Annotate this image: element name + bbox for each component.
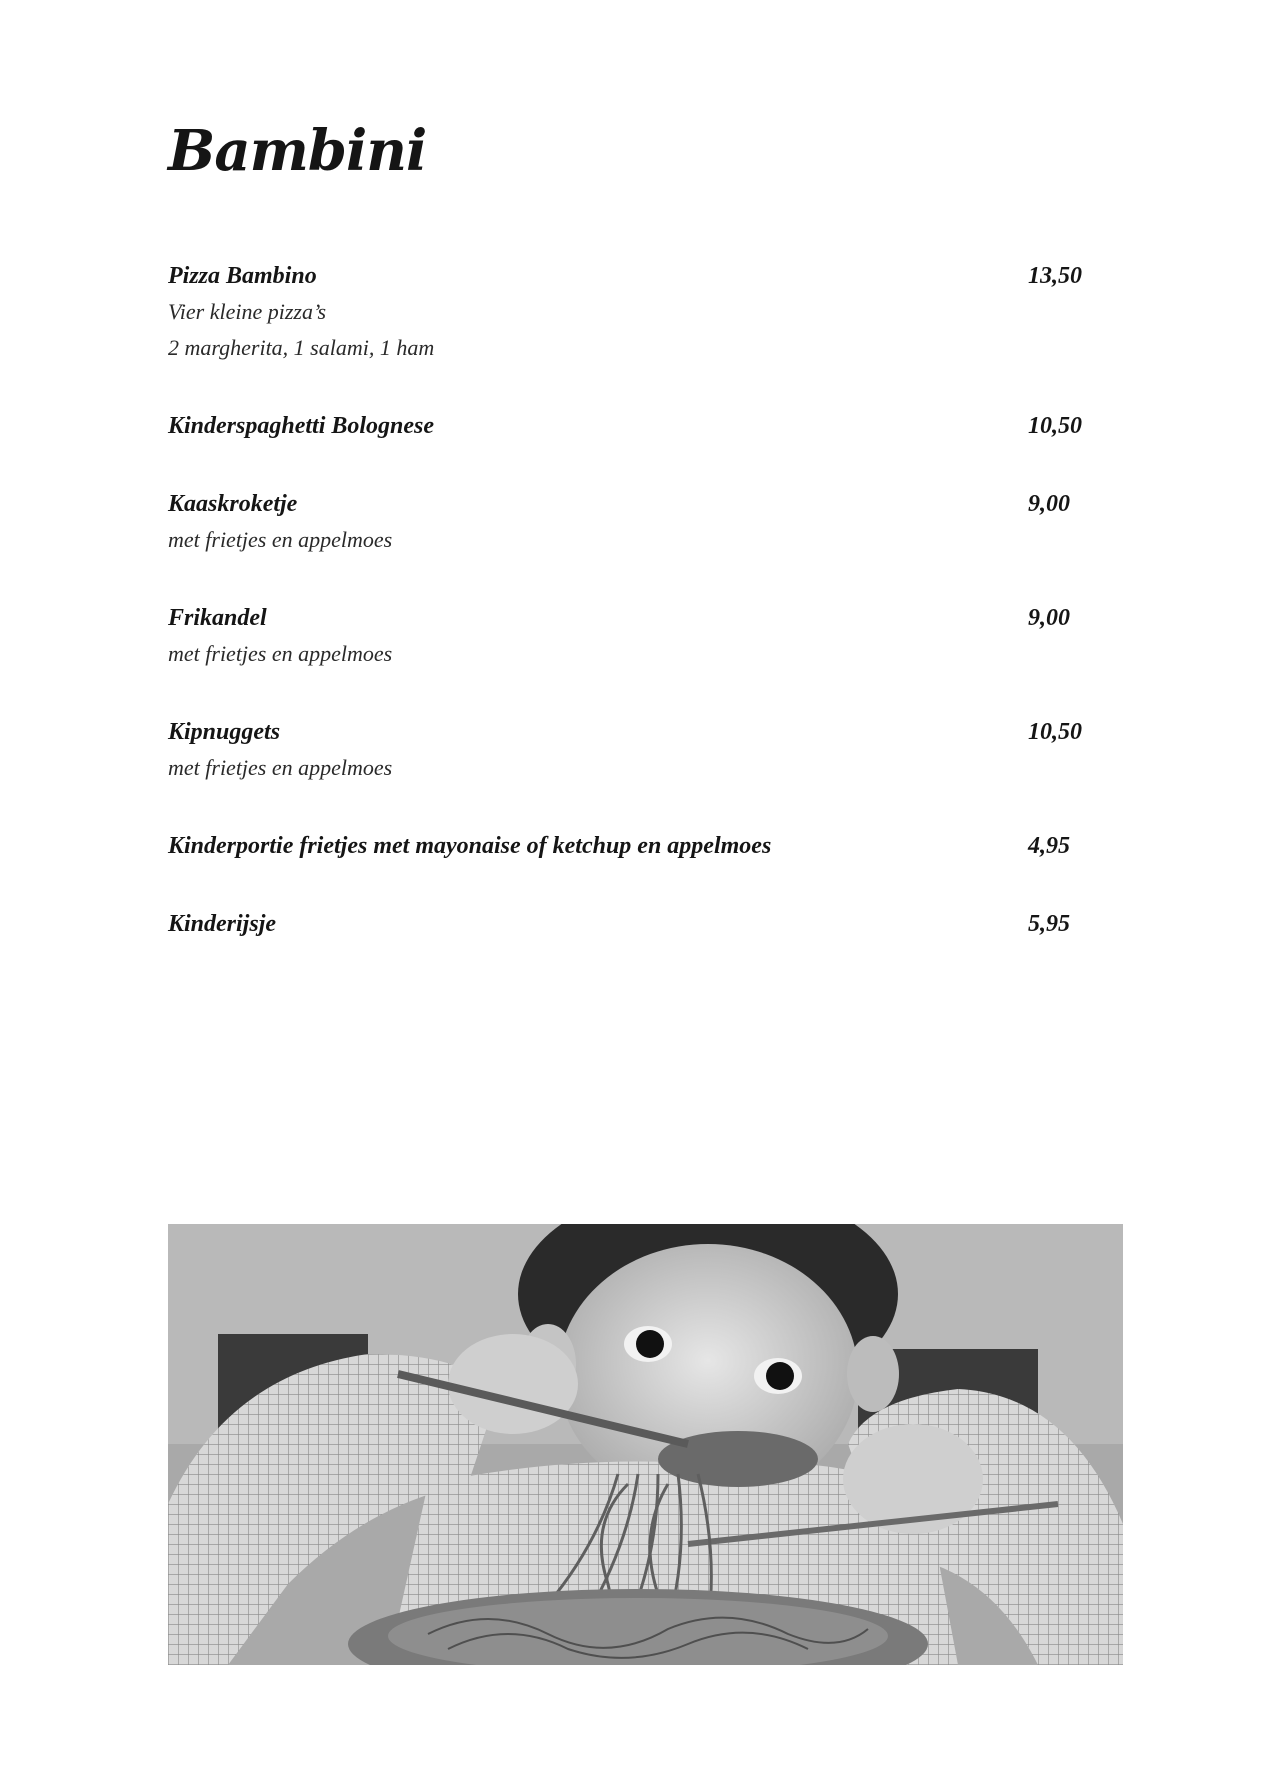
menu-item-description: Vier kleine pizza’s <box>168 299 327 324</box>
menu-item-name: Pizza Bambino <box>168 263 317 289</box>
menu-item-price: 10,50 <box>1028 719 1082 745</box>
menu-item-price: 9,00 <box>1028 491 1070 517</box>
menu-item-pizza-bambino <box>168 258 1088 366</box>
menu-list <box>168 258 1088 942</box>
child-eating-spaghetti-photo <box>168 1224 1123 1665</box>
menu-item-description: met frietjes en appelmoes <box>168 641 393 666</box>
menu-item-price: 9,00 <box>1028 605 1070 631</box>
menu-item-kinderspaghetti <box>168 408 1088 444</box>
menu-item-name: Kaaskroketje <box>168 491 298 517</box>
menu-item-kinderportie-frietjes <box>168 828 1088 864</box>
menu-item-name: Kinderspaghetti Bolognese <box>168 413 435 439</box>
menu-item-kipnuggets <box>168 714 1088 786</box>
menu-item-price: 5,95 <box>1028 911 1070 937</box>
menu-item-price: 10,50 <box>1028 413 1082 439</box>
menu-item-description: met frietjes en appelmoes <box>168 755 393 780</box>
menu-item-name: Frikandel <box>168 605 267 631</box>
menu-item-name: Kinderportie frietjes met mayonaise of ketchup en appelmoes <box>168 833 772 859</box>
menu-item-kinderijsje <box>168 906 1088 942</box>
menu-item-price: 13,50 <box>1028 263 1082 289</box>
menu-item-name: Kinderijsje <box>168 911 277 937</box>
menu-item-frikandel <box>168 600 1088 672</box>
menu-item-kaaskroketje <box>168 486 1088 558</box>
menu-item-description: 2 margherita, 1 salami, 1 ham <box>168 335 435 360</box>
photo-illustration <box>168 1224 1123 1665</box>
section-title: Bambini <box>168 118 427 184</box>
menu-item-price: 4,95 <box>1028 833 1070 859</box>
menu-item-name: Kipnuggets <box>168 719 281 745</box>
menu-item-description: met frietjes en appelmoes <box>168 527 393 552</box>
